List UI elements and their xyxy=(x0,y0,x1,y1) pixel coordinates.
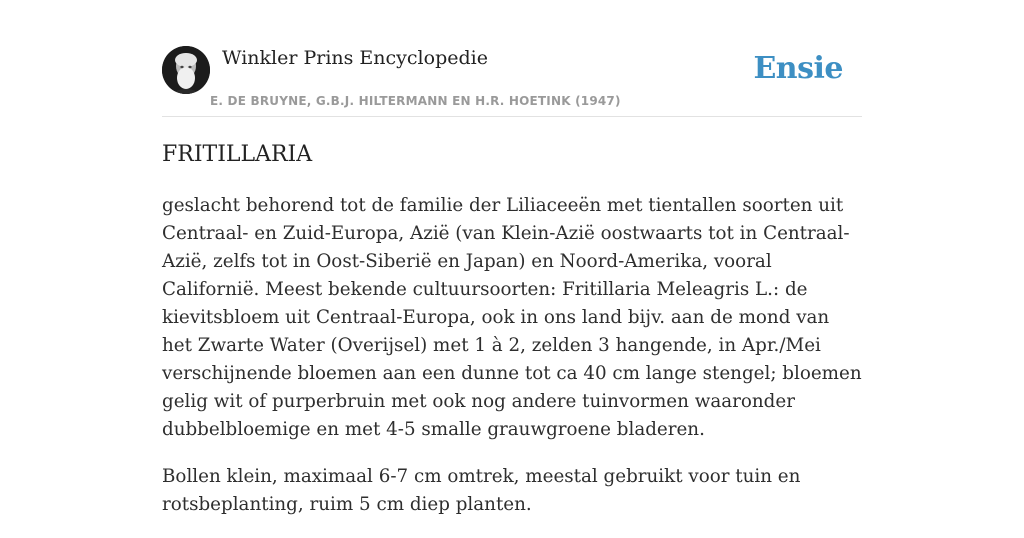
author-avatar[interactable] xyxy=(162,46,210,94)
article-body xyxy=(162,192,862,538)
ensie-logo[interactable]: Ensie xyxy=(753,51,843,86)
source-authors: E. DE BRUYNE, G.B.J. HILTERMANN EN H.R. HOETINK (1947) xyxy=(210,94,621,108)
portrait-image xyxy=(162,46,210,94)
article-paragraph: Bollen klein, maximaal 6-7 cm omtrek, meestal gebruikt voor tuin en rotsbeplanting, ruim 5 cm diep planten. xyxy=(162,466,801,515)
source-header xyxy=(162,46,862,117)
article-paragraph: geslacht behorend tot de familie der Liliaceeën met tientallen soorten uit Centraal- en Zuid-Europa, Azië (van Klein-Azië oostwaarts tot in Centraal-Azië, zelfs tot in Oost-Siberië en Japan) en Noord-Amerika, vooral Californië. Meest bekende cultuursoorten: Fritillaria Meleagris L.: de kievitsbloem uit Centraal-Europa, ook in ons land bijv. aan de mond van het Zwarte Water (Overijsel) met 1 à 2, zelden 3 hangende, in Apr./Mei verschijnende bloemen aan een dunne tot ca 40 cm lange stengel; bloemen gelig wit of purperbruin met ook nog andere tuinvormen waaronder dubbelbloemige en met 4-5 smalle grauwgroene bladeren. xyxy=(162,195,862,440)
article-title: FRITILLARIA xyxy=(162,142,313,167)
source-title[interactable]: Winkler Prins Encyclopedie xyxy=(222,47,488,69)
